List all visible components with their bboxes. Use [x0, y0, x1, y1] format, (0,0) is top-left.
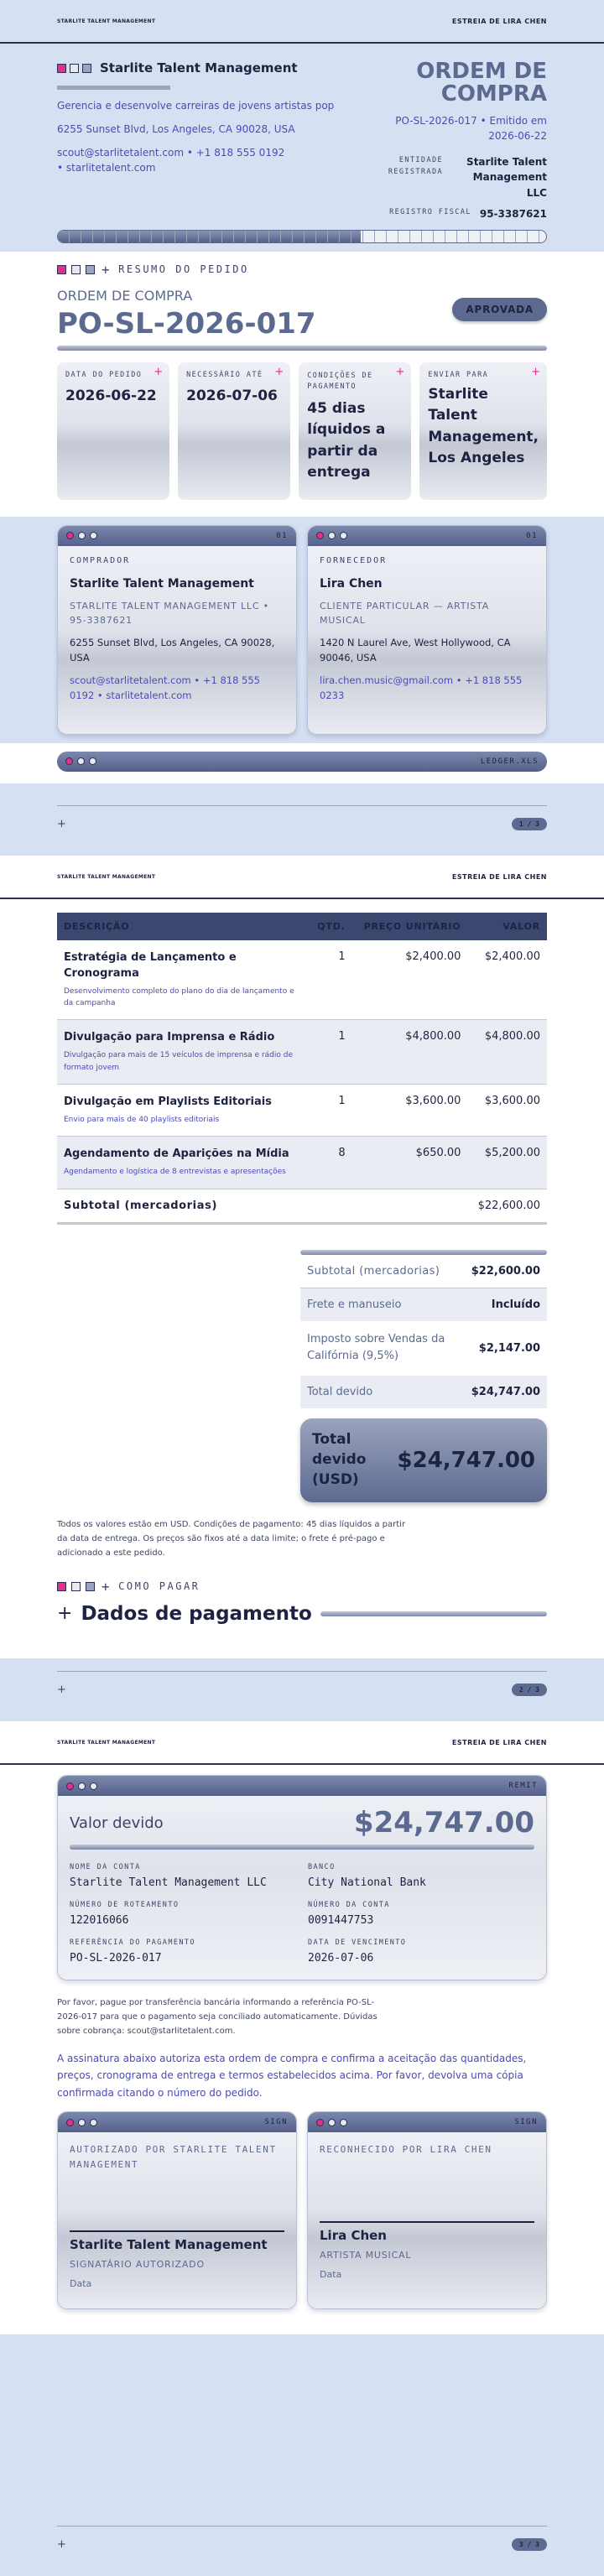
- header-brand: STARLITE TALENT MANAGEMENT: [57, 873, 156, 880]
- page-2-body: [0, 899, 604, 1658]
- card-tag: 01: [276, 531, 288, 540]
- logo-square-pink-icon: [57, 64, 66, 73]
- plus-icon: +: [57, 1603, 73, 1625]
- page-number: 3 / 3: [512, 2538, 547, 2551]
- window-dot-pink-icon: [66, 1782, 74, 1790]
- tile-plus-icon: +: [274, 365, 284, 378]
- tile-value: 2026-07-06: [186, 387, 278, 404]
- sign-tag: SIGN: [514, 2118, 538, 2127]
- subtotal-label: Subtotal (mercadorias): [57, 1189, 467, 1223]
- status-badge: APROVADA: [452, 298, 547, 321]
- entity-value: Starlite Talent Management LLC: [466, 155, 547, 199]
- due-date: 2026-07-06: [308, 1952, 374, 1965]
- item-description: Estratégia de Lançamento e Cronograma: [64, 951, 237, 980]
- tax-label: REGISTRO FISCAL: [389, 207, 471, 216]
- plus-icon: +: [102, 261, 112, 278]
- tile-value: Starlite Talent Management, Los Angeles: [428, 385, 539, 467]
- item-unit-price: $4,800.00: [352, 1020, 468, 1085]
- plus-icon: +: [102, 1578, 112, 1595]
- buyer-address: 6255 Sunset Blvd, Los Angeles, CA 90028, USA: [70, 636, 275, 664]
- item-unit-price: $650.00: [352, 1137, 468, 1189]
- account-name: Starlite Talent Management LLC: [70, 1876, 267, 1889]
- sign-tag: SIGN: [264, 2118, 288, 2127]
- company-contact: scout@starlitetalent.com • +1 818 555 0192: [57, 147, 285, 159]
- section-light-icon: [71, 265, 81, 274]
- vendor-name: Lira Chen: [320, 576, 383, 591]
- item-description: Agendamento de Aparições na Mídia: [64, 1147, 289, 1161]
- tile-order-date: [57, 362, 169, 500]
- field-label: NOME DA CONTA: [70, 1863, 141, 1871]
- vendor-label: FORNECEDOR: [320, 555, 388, 565]
- progress-bar: [57, 230, 547, 243]
- summary-section-title: RESUMO DO PEDIDO: [118, 263, 249, 276]
- window-dot-pink-icon: [66, 2119, 74, 2126]
- field-label: BANCO: [308, 1863, 336, 1871]
- window-dot-icon: [78, 1782, 86, 1790]
- payment-heading: [57, 1603, 547, 1625]
- remit-fields: [70, 1863, 534, 1965]
- page-1: [0, 0, 604, 856]
- signature-box-buyer: [57, 2111, 297, 2309]
- payment-note: Por favor, pague por transferência bancária informando a referência PO-SL-2026-017 para que o pagamento seja conciliado automaticamente. Dúvidas sobre cobrança: scout@starlitetalent.com.: [57, 1998, 378, 2036]
- signature-date: Data: [70, 2278, 92, 2290]
- col-unit-price: PREÇO UNITÁRIO: [352, 913, 468, 940]
- running-header: [0, 856, 604, 899]
- item-qty: 1: [309, 940, 352, 1020]
- item-unit-price: $2,400.00: [352, 940, 468, 1020]
- amount-due-label: Valor devido: [70, 1814, 164, 1832]
- signature-date: Data: [320, 2269, 342, 2281]
- table-row: [57, 1137, 547, 1189]
- col-qty: QTD.: [309, 913, 352, 940]
- tile-value: 2026-06-22: [65, 387, 157, 404]
- buyer-legal: STARLITE TALENT MANAGEMENT LLC • 95-3387621: [70, 600, 269, 627]
- table-row: [57, 940, 547, 1020]
- window-dot-icon: [90, 2119, 97, 2126]
- page-number: 1 / 3: [512, 818, 547, 830]
- remit-card: [57, 1775, 547, 1980]
- account-number: 0091447753: [308, 1914, 374, 1927]
- section-pink-icon: [57, 265, 66, 274]
- tile-plus-icon: +: [395, 365, 405, 378]
- totals-row: Frete e manuseio Incluído: [300, 1288, 547, 1321]
- item-amount: $5,200.00: [467, 1137, 547, 1189]
- ledger-bar: [57, 752, 547, 772]
- page-number: 2 / 3: [512, 1684, 547, 1696]
- page-footer: [57, 1671, 547, 1696]
- item-unit-price: $3,600.00: [352, 1085, 468, 1137]
- footer-plus-icon: +: [57, 1684, 66, 1696]
- signer-name: Starlite Talent Management: [70, 2237, 268, 2253]
- summary-kicker: ORDEM DE COMPRA: [57, 287, 193, 304]
- buyer-name: Starlite Talent Management: [70, 576, 254, 591]
- buyer-card: [57, 525, 297, 735]
- summary-section-header: [57, 262, 547, 278]
- logo-square-slate-icon: [82, 64, 91, 73]
- ledger-strip: [0, 743, 604, 783]
- item-amount: $4,800.00: [467, 1020, 547, 1085]
- page-3: [0, 1721, 604, 2576]
- col-description: DESCRIÇÃO: [57, 913, 309, 940]
- header-right: ESTREIA DE LIRA CHEN: [451, 1738, 547, 1746]
- vendor-contact: lira.chen.music@gmail.com • +1 818 555 0233: [320, 674, 523, 701]
- tile-plus-icon: +: [531, 365, 541, 378]
- window-dot-icon: [340, 2119, 347, 2126]
- subtotal-row: [57, 1189, 547, 1223]
- vendor-card: [307, 525, 547, 735]
- window-dot-icon: [328, 532, 336, 539]
- window-dot-icon: [78, 532, 86, 539]
- window-dot-pink-icon: [65, 757, 73, 765]
- tile-label: ENVIAR PARA: [428, 370, 489, 379]
- buyer-contact: scout@starlitetalent.com • +1 818 555 0192 • starlitetalent.com: [70, 674, 260, 701]
- table-row: [57, 1020, 547, 1085]
- item-qty: 1: [309, 1085, 352, 1137]
- item-description: Divulgação em Playlists Editoriais: [64, 1095, 272, 1109]
- footer-plus-icon: +: [57, 2538, 66, 2551]
- buyer-label: COMPRADOR: [70, 555, 131, 565]
- field-label: DATA DE VENCIMENTO: [308, 1939, 407, 1947]
- section-slate-icon: [86, 1582, 95, 1591]
- company-address: 6255 Sunset Blvd, Los Angeles, CA 90028, USA: [57, 123, 295, 135]
- page-2: [0, 856, 604, 1721]
- tile-needed-by: [178, 362, 290, 500]
- header-right: ESTREIA DE LIRA CHEN: [451, 872, 547, 881]
- window-dot-icon: [340, 532, 347, 539]
- grand-total-value: $24,747.00: [397, 1447, 535, 1473]
- window-dot-icon: [89, 757, 96, 765]
- amount-due-value: $24,747.00: [353, 1806, 534, 1840]
- parties: [0, 517, 604, 743]
- signatures: [57, 2111, 547, 2309]
- running-header: [0, 0, 604, 44]
- company-name: Starlite Talent Management: [100, 60, 298, 75]
- remit-tag: REMIT: [508, 1782, 538, 1790]
- authorization-text: A assinatura abaixo autoriza esta ordem de compra e confirma a aceitação das quantidades, preços, cronograma de entrega e termos estabelecidos acima. Por favor, devolva uma cópia confirmada citando o número do pedido.: [57, 2053, 527, 2099]
- tile-ship-to: [419, 362, 547, 500]
- totals-row: Subtotal (mercadorias) $22,600.00: [300, 1255, 547, 1288]
- window-dot-icon: [90, 532, 97, 539]
- po-number: PO-SL-2026-017: [57, 306, 316, 341]
- item-detail: Divulgação para mais de 15 veículos de imprensa e rádio de formato jovem: [64, 1051, 293, 1072]
- section-light-icon: [71, 1582, 81, 1591]
- window-dot-pink-icon: [316, 2119, 324, 2126]
- doc-number-date: PO-SL-2026-017 • Emitido em 2026-06-22: [395, 114, 547, 143]
- page-footer: [57, 2526, 547, 2551]
- item-detail: Envio para mais de 40 playlists editoriais: [64, 1115, 220, 1124]
- totals-row: Imposto sobre Vendas da Califórnia (9,5%) $2,147.00: [307, 1332, 540, 1363]
- tile-value: 45 dias líquidos a partir da entrega: [307, 399, 386, 481]
- field-label: REFERÊNCIA DO PAGAMENTO: [70, 1939, 195, 1947]
- col-amount: VALOR: [467, 913, 547, 940]
- masthead: [0, 44, 604, 220]
- summary-rule: [57, 346, 547, 351]
- payment-reference: PO-SL-2026-017: [70, 1952, 162, 1965]
- header-brand: STARLITE TALENT MANAGEMENT: [57, 1739, 156, 1746]
- payment-section-title: COMO PAGAR: [118, 1580, 200, 1593]
- signer-role: SIGNATÁRIO AUTORIZADO: [70, 2259, 205, 2271]
- window-dot-icon: [77, 757, 85, 765]
- order-summary: [0, 262, 604, 517]
- window-dot-icon: [90, 1782, 97, 1790]
- window-dot-icon: [78, 2119, 86, 2126]
- item-detail: Desenvolvimento completo do plano do dia de lançamento e da campanha: [64, 986, 294, 1008]
- payment-section-header: [57, 1579, 547, 1595]
- field-label: NÚMERO DE ROTEAMENTO: [70, 1901, 180, 1909]
- grand-total: [300, 1418, 547, 1501]
- footer-plus-icon: +: [57, 818, 66, 830]
- item-description: Divulgação para Imprensa e Rádio: [64, 1031, 275, 1044]
- header-brand: STARLITE TALENT MANAGEMENT: [57, 18, 156, 24]
- item-qty: 8: [309, 1137, 352, 1189]
- signer-role: ARTISTA MUSICAL: [320, 2250, 412, 2261]
- brand-rule: [57, 86, 170, 90]
- routing-number: 122016066: [70, 1914, 129, 1927]
- signature-line[interactable]: [70, 2177, 284, 2232]
- ledger-tag: LEDGER.XLS: [480, 757, 539, 766]
- signature-line[interactable]: [320, 2178, 534, 2223]
- tile-label: NECESSÁRIO ATÉ: [186, 370, 263, 379]
- field-label: NÚMERO DA CONTA: [308, 1901, 390, 1909]
- signer-name: Lira Chen: [320, 2228, 387, 2244]
- company-tagline: Gerencia e desenvolve carreiras de jovens artistas pop: [57, 100, 335, 112]
- item-amount: $2,400.00: [467, 940, 547, 1020]
- page-footer: [57, 805, 547, 830]
- summary-tiles: [57, 362, 547, 500]
- line-items-table: [57, 913, 547, 1225]
- signature-box-vendor: [307, 2111, 547, 2309]
- company-website: • starlitetalent.com: [57, 162, 156, 174]
- section-slate-icon: [86, 265, 95, 274]
- company-logo: [57, 60, 342, 75]
- item-qty: 1: [309, 1020, 352, 1085]
- vendor-address: 1420 N Laurel Ave, West Hollywood, CA 90046, USA: [320, 636, 511, 664]
- bank-name: City National Bank: [308, 1876, 426, 1889]
- window-dot-icon: [328, 2119, 336, 2126]
- item-detail: Agendamento e logística de 8 entrevistas e apresentações: [64, 1168, 286, 1177]
- totals-block: [300, 1250, 547, 1502]
- tile-plus-icon: +: [154, 365, 164, 378]
- section-pink-icon: [57, 1582, 66, 1591]
- card-tag: 01: [526, 531, 538, 540]
- window-dot-pink-icon: [316, 532, 324, 539]
- logo-square-light-icon: [70, 64, 79, 73]
- doc-title: ORDEM DE COMPRA: [416, 59, 547, 107]
- signature-label: AUTORIZADO POR STARLITE TALENT MANAGEMENT: [70, 2144, 277, 2170]
- running-header: [0, 1721, 604, 1765]
- page-3-body: [0, 1765, 604, 2334]
- table-row: [57, 1085, 547, 1137]
- window-dot-pink-icon: [66, 532, 74, 539]
- tile-label: DATA DO PEDIDO: [65, 370, 143, 379]
- tile-label: CONDIÇÕES DE PAGAMENTO: [307, 371, 373, 392]
- tile-payment-terms: [299, 362, 411, 500]
- terms-note: Todos os valores estão em USD. Condições de pagamento: 45 dias líquidos a partir da data de entrega. Os preços são fixos até a data limite; o frete é pré-pago e adicionado a este pedido.: [57, 1519, 406, 1558]
- header-right: ESTREIA DE LIRA CHEN: [451, 17, 547, 25]
- payment-title: Dados de pagamento: [81, 1602, 312, 1625]
- subtotal-value: $22,600.00: [467, 1189, 547, 1223]
- tax-value: 95-3387621: [479, 207, 547, 220]
- item-amount: $3,600.00: [467, 1085, 547, 1137]
- totals-row: Total devido $24,747.00: [300, 1376, 547, 1408]
- vendor-legal: CLIENTE PARTICULAR — ARTISTA MUSICAL: [320, 600, 490, 627]
- entity-label: ENTIDADE REGISTRADA: [388, 155, 443, 177]
- grand-total-label: Total devido (USD): [312, 1431, 367, 1488]
- signature-label: RECONHECIDO POR LIRA CHEN: [320, 2144, 492, 2156]
